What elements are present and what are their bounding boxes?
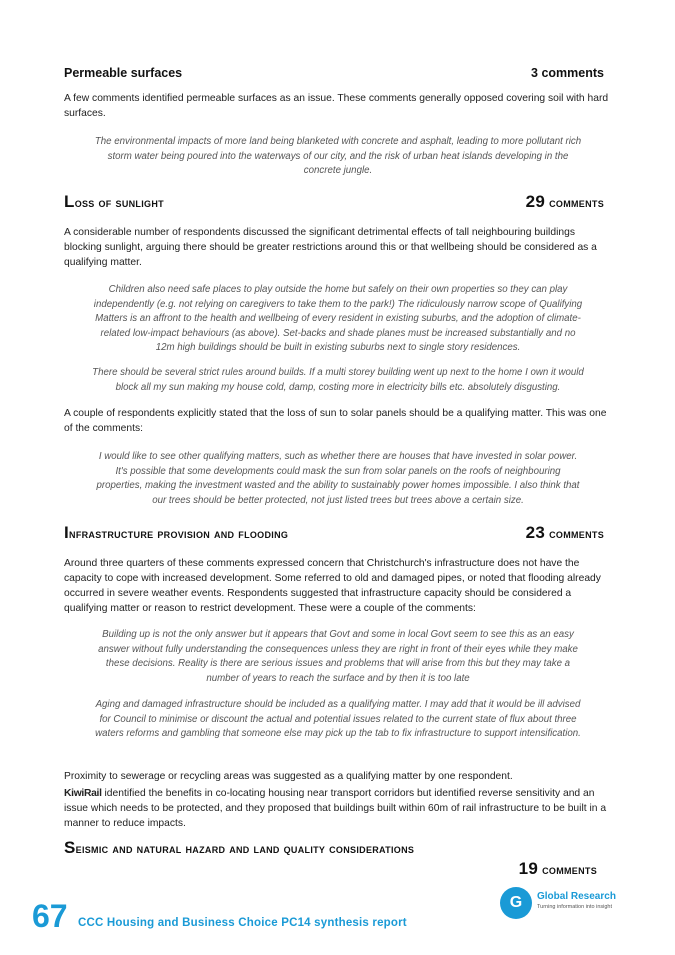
quote: Building up is not the only answer but it appears that Govt and some in local Govt seem to see this as an easy answer without fully understanding the consequences unless they are right in front of their eyes while they make these decisions. Reality is there are serious issues and problems that will arise from this but they may take a number of years to reach the surface and by then it is too late: [98, 629, 578, 684]
comment-count: 23 comments: [525, 523, 604, 542]
quote: Children also need safe places to play outside the home but safely on their own properties so they can play independently (e.g. not relying on caregivers to take them to the park!) The ridiculously narrow scope of Qualifying Matters is an affront to the health and wellbeing of every resident in existing suburbs, and the adoption of climate-related low-impact behaviours (as above). Set-backs and shade planes must be increased substantially and no 12m high buildings should be built in existing suburbs next to single story residences.: [93, 284, 583, 353]
section-title: Seismic and natural hazard and land quality considerations: [64, 838, 415, 857]
page-number: 67: [32, 898, 68, 934]
section-title: Permeable surfaces: [64, 66, 183, 80]
section-title: Infrastructure provision and flooding: [64, 523, 289, 542]
paragraph: Around three quarters of these comments expressed concern that Christchurch's infrastructure does not have the capacity to cope with increased development. Some referred to old and damaged pipes, or noted that flooding already occurred in severe weather events. Respondents suggested that infrastructure capacity should be considered a qualifying matter or reason to restrict development. These were a couple of the comments:: [64, 558, 601, 614]
quote: Aging and damaged infrastructure should be included as a qualifying matter. I may add that it would be ill advised for Council to minimise or discount the actual and potential issues related to the current state of flux about three waters reforms and gambling that someone else may pick up the tab to fix infrastructure to support intensification.: [95, 699, 581, 739]
comment-count: 19 comments: [518, 859, 597, 878]
logo-tagline: Turning information into insight: [537, 904, 613, 910]
global-research-logo: [500, 887, 640, 923]
logo-icon: G: [500, 887, 532, 919]
paragraph: KiwiRail identified the benefits in co-locating housing near transport corridors but identified reverse sensitivity and an issue which needs to be protected, and they proposed that buildings built within 60m of rail infrastructure to be built in a manner to reduce impacts.: [64, 788, 607, 829]
comment-count: 29 comments: [525, 192, 604, 211]
paragraph: A considerable number of respondents discussed the significant detrimental effects of tall neighbouring buildings blocking sunlight, arguing there should be greater restrictions around this or that wellbeing should be considered as a qualifying matter.: [64, 227, 597, 268]
comment-count: 3 comments: [531, 66, 604, 80]
section-heading-infrastructure: [64, 523, 604, 543]
quote: I would like to see other qualifying matters, such as whether there are houses that have invested in solar power. It's possible that some developments could mask the sun from solar panels on the roofs of neighbouring properties, making the investment wasted and the ability to sustainably power homes impossible. I also think that our trees should be better protected, not just listed trees but trees above a certain size.: [96, 451, 580, 506]
section-title: Loss of sunlight: [64, 192, 164, 211]
footer-title: CCC Housing and Business Choice PC14 synthesis report: [78, 917, 407, 929]
section-heading-seismic: [64, 838, 624, 858]
quote: There should be several strict rules around builds. If a multi storey building went up next to the home I own it would block all my sun making my house cold, damp, costing more in electricity bills etc. absolutely disgusting.: [92, 367, 584, 393]
section-heading-sunlight: [64, 192, 604, 212]
paragraph: Proximity to sewerage or recycling areas was suggested as a qualifying matter by one respondent.: [64, 771, 513, 782]
paragraph: A few comments identified permeable surfaces as an issue. These comments generally opposed covering soil with hard surfaces.: [64, 93, 609, 119]
comment-count-row: [64, 859, 597, 879]
logo-name: Global Research: [537, 891, 616, 902]
quote: The environmental impacts of more land being blanketed with concrete and asphalt, leading to more pollutant rich storm water being poured into the waterways of our city, and the risk of urban heat islands developing in the concrete jungle.: [94, 136, 582, 176]
section-heading-permeable: [64, 66, 604, 80]
paragraph: A couple of respondents explicitly stated that the loss of sun to solar panels should be a qualifying matter. This was one of the comments:: [64, 408, 607, 434]
organisation-name: KiwiRail: [64, 788, 102, 799]
